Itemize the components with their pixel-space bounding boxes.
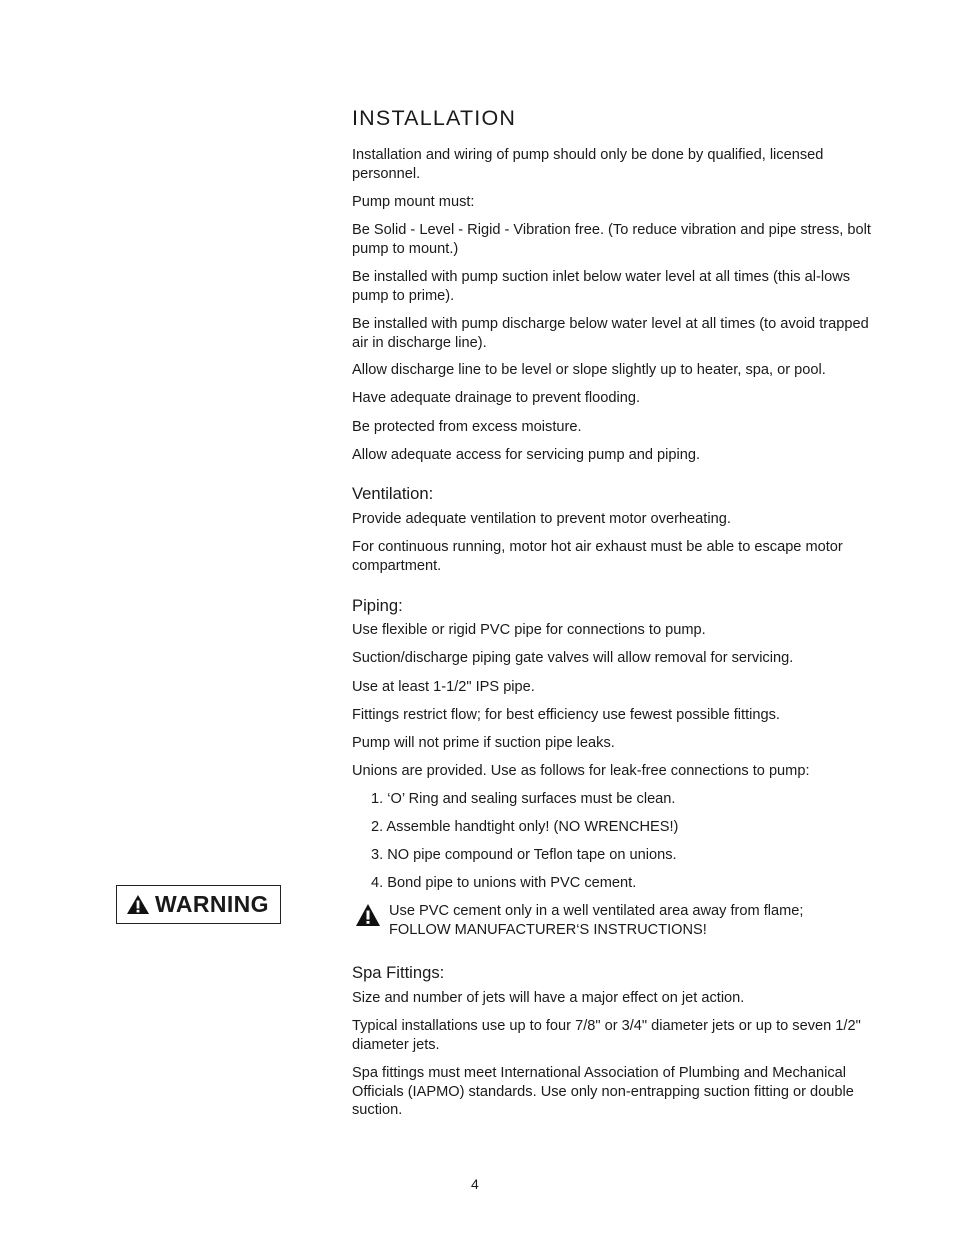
intro-paragraph: Allow adequate access for servicing pump and piping. xyxy=(352,447,701,463)
warning-statement xyxy=(389,902,879,939)
warning-line: Use PVC cement only in a well ventilated area away from flame; xyxy=(389,903,804,919)
intro-paragraph: Installation and wiring of pump should only be done by qualified, licensed personnel. xyxy=(352,147,824,182)
intro-paragraph: Be protected from excess moisture. xyxy=(352,419,582,435)
intro-paragraph: Allow discharge line to be level or slope slightly up to heater, spa, or pool. xyxy=(352,362,826,378)
piping-paragraph: Suction/discharge piping gate valves will allow removal for servicing. xyxy=(352,650,794,666)
intro-paragraph: Have adequate drainage to prevent flooding. xyxy=(352,390,641,406)
ventilation-heading: Ventilation: xyxy=(352,484,434,503)
piping-paragraph: Use flexible or rigid PVC pipe for connections to pump. xyxy=(352,622,706,638)
warning-triangle-icon xyxy=(126,894,150,915)
page-title: INSTALLATION xyxy=(352,106,517,130)
ventilation-paragraph: Provide adequate ventilation to prevent motor overheating. xyxy=(352,511,731,527)
union-step: 4. Bond pipe to unions with PVC cement. xyxy=(371,875,637,891)
warning-line: FOLLOW MANUFACTURER‘S INSTRUCTIONS! xyxy=(389,921,707,938)
union-step: 1. ‘O’ Ring and sealing surfaces must be clean. xyxy=(371,791,676,807)
intro-paragraph: Be Solid - Level - Rigid - Vibration free. (To reduce vibration and pipe stress, bolt pump to mount.) xyxy=(352,222,871,257)
piping-paragraph: Pump will not prime if suction pipe leaks. xyxy=(352,735,615,751)
union-step: 3. NO pipe compound or Teflon tape on unions. xyxy=(371,847,677,863)
intro-paragraph: Pump mount must: xyxy=(352,194,475,210)
spa-fittings-heading: Spa Fittings: xyxy=(352,963,445,982)
ventilation-paragraph: For continuous running, motor hot air exhaust must be able to escape motor compartment. xyxy=(352,539,843,574)
spa-paragraph: Typical installations use up to four 7/8" or 3/4" diameter jets or up to seven 1/2" diameter jets. xyxy=(352,1018,861,1053)
piping-heading: Piping: xyxy=(352,596,403,615)
spa-paragraph: Size and number of jets will have a major effect on jet action. xyxy=(352,990,745,1006)
piping-paragraph: Unions are provided. Use as follows for leak-free connections to pump: xyxy=(352,763,810,779)
warning-label: WARNING xyxy=(155,891,269,917)
piping-paragraph: Fittings restrict flow; for best efficiency use fewest possible fittings. xyxy=(352,707,780,723)
union-step: 2. Assemble handtight only! (NO WRENCHES!) xyxy=(371,819,679,835)
piping-paragraph: Use at least 1-1/2" IPS pipe. xyxy=(352,679,535,695)
warning-label-box xyxy=(116,885,281,924)
intro-paragraph: Be installed with pump discharge below water level at all times (to avoid trapped air in discharge line). xyxy=(352,316,869,351)
intro-paragraph: Be installed with pump suction inlet below water level at all times (this al-lows pump to prime). xyxy=(352,269,851,304)
caution-triangle-icon xyxy=(355,903,381,927)
page-number: 4 xyxy=(471,1176,479,1192)
spa-paragraph: Spa fittings must meet International Association of Plumbing and Mechanical Officials (IAPMO) standards. Use only non-entrapping suction fitting or double suction. xyxy=(352,1065,854,1119)
